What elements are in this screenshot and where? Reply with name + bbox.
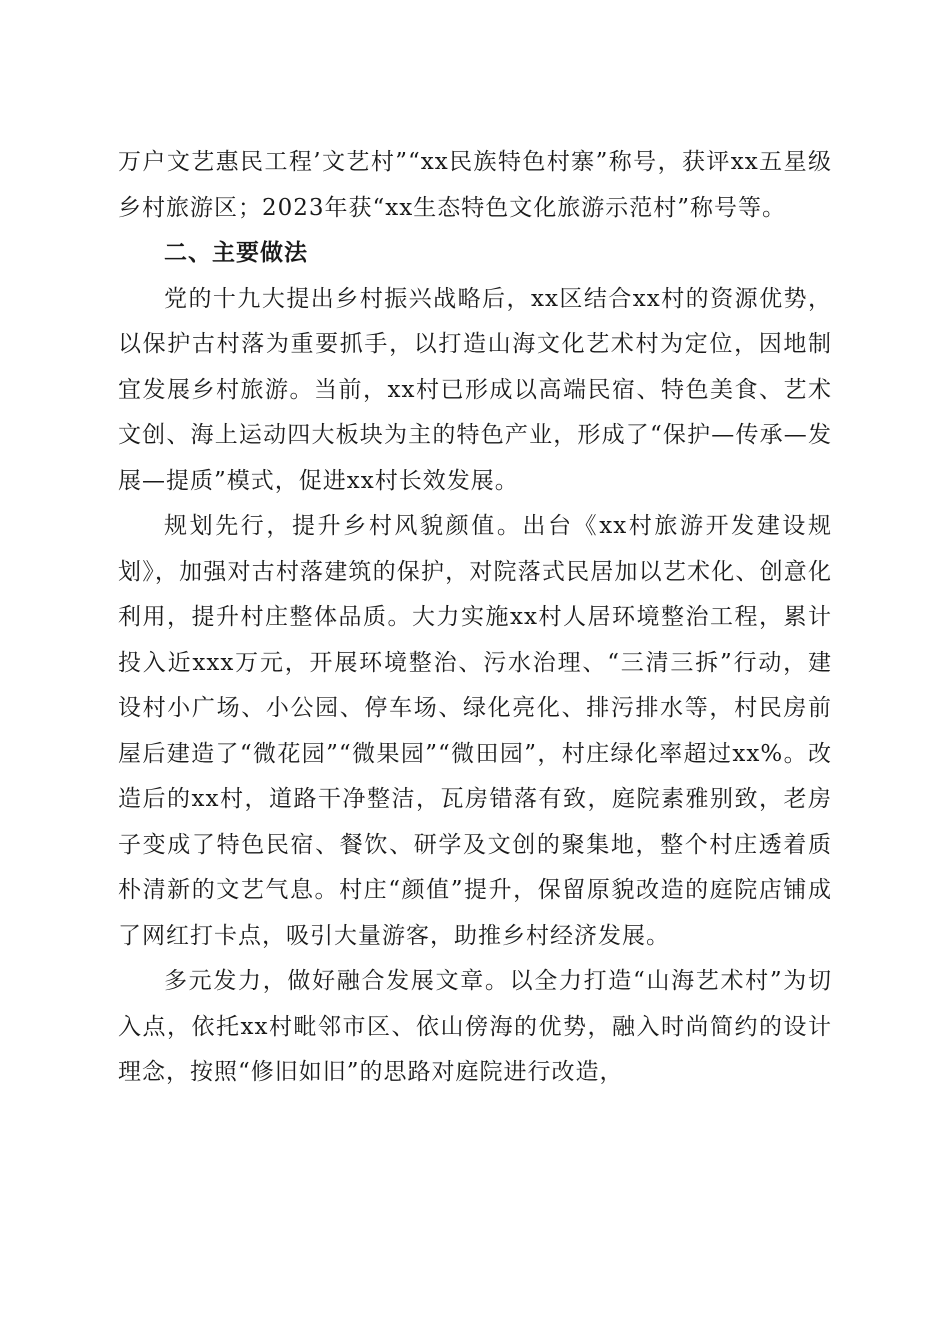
paragraph-planning: 规划先行，提升乡村风貌颜值。出台《xx村旅游开发建设规划》，加强对古村落建筑的保护，对院落式民居加以艺术化、创意化利用，提升村庄整体品质。大力实施xx村人居环境整治工程，累计投入近xxx万元，开展环境整治、污水治理、“三清三拆”行动，建设村小广场、小公园、停车场、绿化亮化、排污排水等，村民房前屋后建造了“微花园”“微果园”“微田园”，村庄绿化率超过xx%。改造后的xx村，道路干净整洁，瓦房错落有致，庭院素雅别致，老房子变成了特色民宿、餐饮、研学及文创的聚集地，整个村庄透着质朴清新的文艺气息。村庄“颜值”提升，保留原貌改造的庭院店铺成了网红打卡点，吸引大量游客，助推乡村经济发展。 <box>118 513 832 949</box>
document-page <box>118 140 832 1096</box>
paragraph-integration: 多元发力，做好融合发展文章。以全力打造“山海艺术村”为切入点，依托xx村毗邻市区、依山傍海的优势，融入时尚简约的设计理念，按照“修旧如旧”的思路对庭院进行改造， <box>118 968 832 1085</box>
paragraph-overview: 党的十九大提出乡村振兴战略后，xx区结合xx村的资源优势，以保护古村落为重要抓手，以打造山海文化艺术村为定位，因地制宜发展乡村旅游。当前，xx村已形成以高端民宿、特色美食、艺术文创、海上运动四大板块为主的特色产业，形成了“保护—传承—发展—提质”模式，促进xx村长效发展。 <box>118 285 832 494</box>
section-heading: 二、主要做法 <box>164 240 308 266</box>
paragraph-continuation: 万户文艺惠民工程’文艺村”“xx民族特色村寨”称号，获评xx五星级乡村旅游区；2023年获“xx生态特色文化旅游示范村”称号等。 <box>118 149 832 221</box>
